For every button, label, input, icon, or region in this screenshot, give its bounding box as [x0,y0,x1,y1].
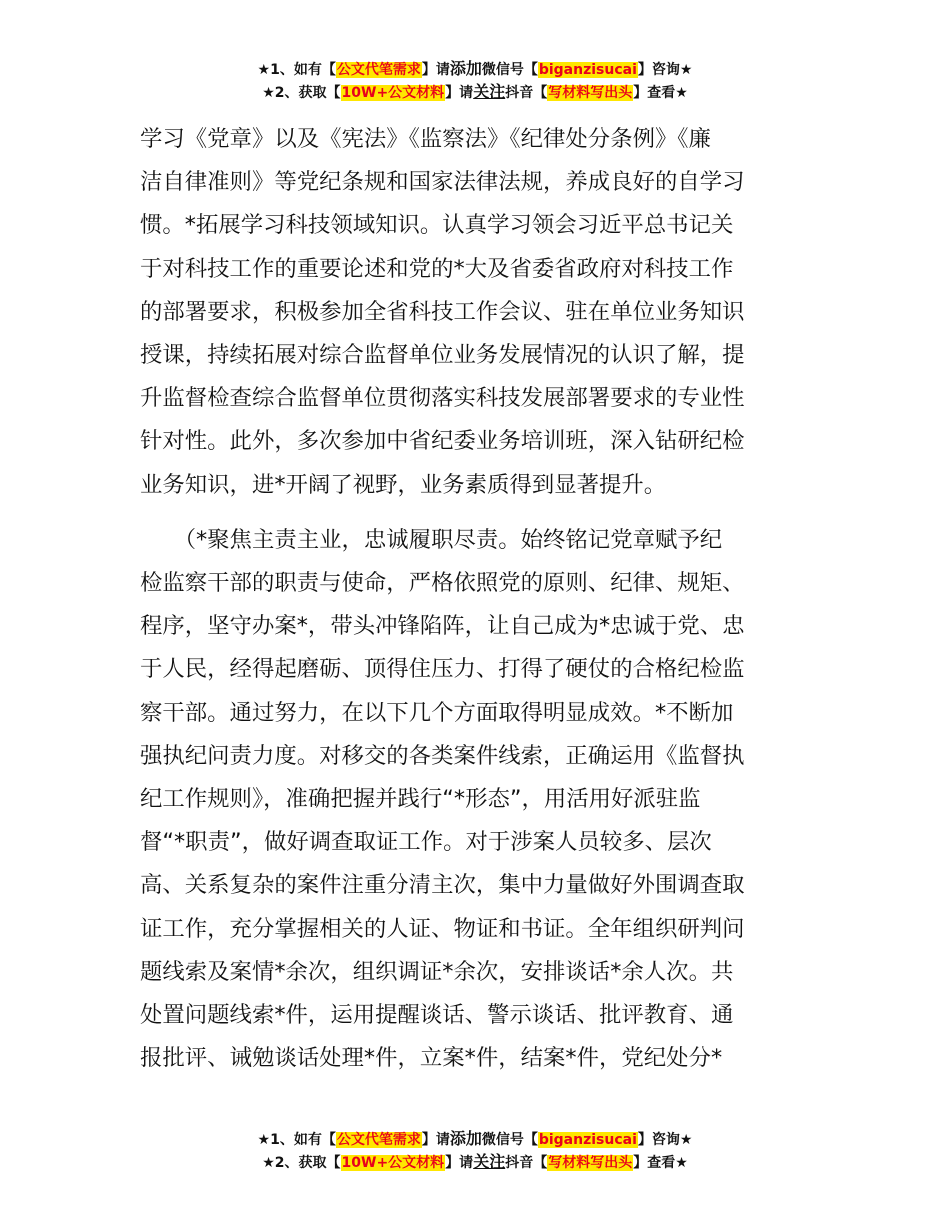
banner-line-2: ★2、获取【10W+公文材料】请关注抖音【写材料写出头】查看★ [262,1152,688,1171]
text-line: 题线索及案情*余次，组织调证*余次，安排谈话*余人次。共 [140,958,734,985]
text-line: 授课，持续拓展对综合监督单位业务发展情况的认识了解，提 [140,342,745,369]
highlight-douyin: 写材料写出头 [548,85,633,101]
text-line: 督“*职责”，做好调查取证工作。对于涉案人员较多、层次 [140,829,712,856]
text-line: 洁自律准则》等党纪条规和国家法律法规，养成良好的自学习 [140,169,745,196]
footer-banner [0,1128,950,1174]
text-line: 的部署要求，积极参加全省科技工作会议、驻在单位业务知识 [140,298,745,325]
document-body [140,118,812,1080]
highlight-wechat-id: biganzisucai [538,1132,637,1148]
text-line: 察干部。通过努力，在以下几个方面取得明显成效。*不断加 [140,699,734,726]
paragraph-2 [140,519,812,1081]
text-line: 检监察干部的职责与使命，严格依照党的原则、纪律、规矩、 [140,570,745,597]
highlight-service: 公文代笔需求 [336,1132,421,1148]
text-line: 惯。*拓展学习科技领域知识。认真学习领会习近平总书记关 [140,212,734,239]
banner-line-1: ★1、如有【公文代笔需求】请添加微信号【biganzisucai】咨询★ [257,59,693,78]
text-line: 程序，坚守办案*，带头冲锋陷阵，让自己成为*忠诚于党、忠 [140,613,745,640]
banner-line-1: ★1、如有【公文代笔需求】请添加微信号【biganzisucai】咨询★ [257,1129,693,1148]
banner-line-2: ★2、获取【10W+公文材料】请关注抖音【写材料写出头】查看★ [262,82,688,101]
text-line: 升监督检查综合监督单位贯彻落实科技发展部署要求的专业性 [140,385,745,412]
text-line: 于人民，经得起磨砺、顶得住压力、打得了硬仗的合格纪检监 [140,656,745,683]
text-line: （*聚焦主责主业，忠诚履职尽责。始终铭记党章赋予纪 [140,526,723,553]
paragraph-1 [140,118,812,507]
text-line: 证工作，充分掌握相关的人证、物证和书证。全年组织研判问 [140,915,745,942]
text-line: 报批评、诫勉谈话处理*件，立案*件，结案*件，党纪处分* [140,1045,723,1072]
text-line: 学习《党章》以及《宪法》《监察法》《纪律处分条例》《廉 [140,126,711,152]
text-line: 纪工作规则》，准确把握并践行“*形态”，用活用好派驻监 [140,786,701,813]
highlight-wechat-id: biganzisucai [538,62,637,78]
highlight-douyin: 写材料写出头 [548,1155,633,1171]
text-line: 针对性。此外，多次参加中省纪委业务培训班，深入钻研纪检 [140,428,745,455]
highlight-service: 公文代笔需求 [336,62,421,78]
text-line: 强执纪问责力度。对移交的各类案件线索，正确运用《监督执 [140,742,745,769]
highlight-materials: 10W+公文材料 [341,85,445,101]
text-line: 处置问题线索*件，运用提醒谈话、警示谈话、批评教育、通 [140,1002,734,1029]
text-line: 业务知识，进*开阔了视野，业务素质得到显著提升。 [140,471,667,498]
text-line: 高、关系复杂的案件注重分清主次，集中力量做好外围调查取 [140,872,745,899]
text-line: 于对科技工作的重要论述和党的*大及省委省政府对科技工作 [140,255,734,282]
highlight-materials: 10W+公文材料 [341,1155,445,1171]
header-banner [0,58,950,104]
